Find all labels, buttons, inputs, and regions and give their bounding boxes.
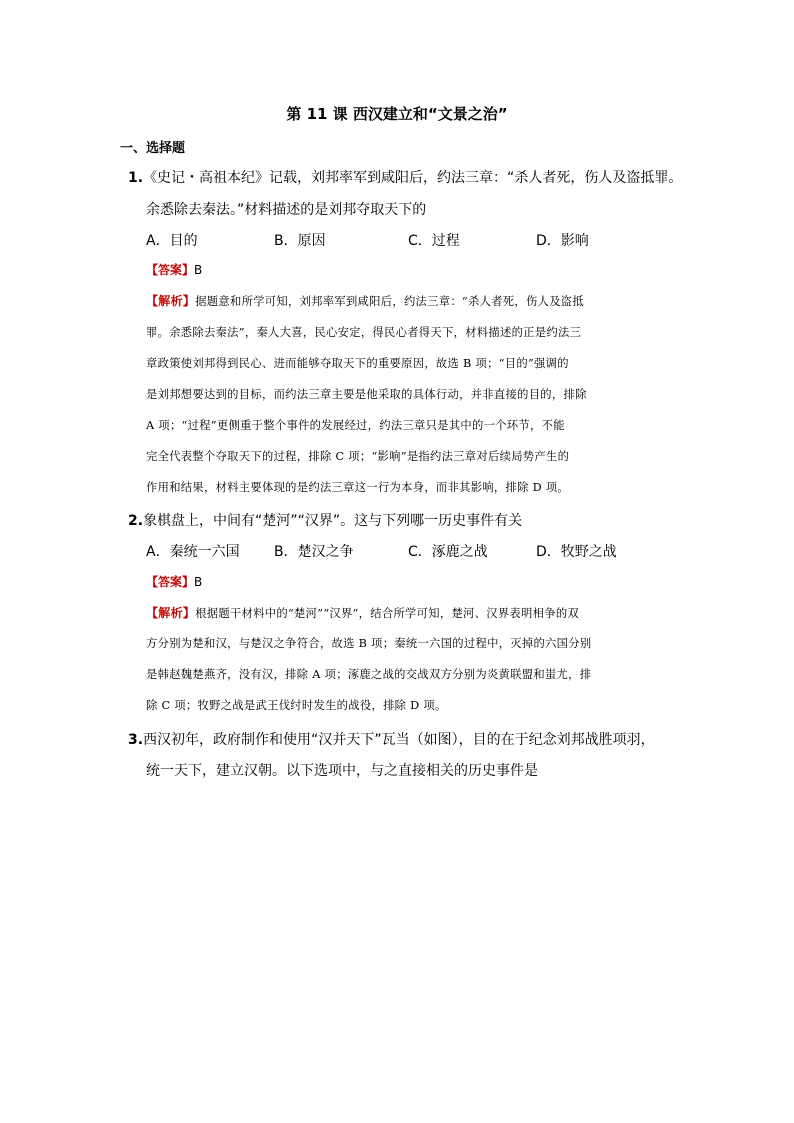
- question-1-answer: [146, 261, 202, 278]
- question-2-line-1: [128, 510, 522, 530]
- analysis-tag: 【解析】: [146, 294, 196, 308]
- question-1-line-1: [128, 167, 682, 187]
- answer-value: B: [194, 263, 203, 277]
- question-1-analysis-line-7: 作用和结果，材料主要体现的是约法三章这一行为本身，而非其影响，排除 D 项。: [146, 481, 570, 494]
- question-2-option-a: A．秦统一六国: [146, 544, 240, 560]
- question-1-analysis-line-5: A 项；“过程”更侧重于整个事件的发展经过，约法三章只是其中的一个环节，不能: [146, 419, 565, 432]
- question-1-analysis-line-3: 章政策使刘邦得到民心、进而能够夺取天下的重要原因，故选 B 项；“目的”强调的: [146, 357, 569, 370]
- section-title: 一、选择题: [120, 141, 186, 156]
- question-2-analysis-line-4: 除 C 项；牧野之战是武王伐纣时发生的战役，排除 D 项。: [146, 699, 447, 712]
- question-2-option-b: B．楚汉之争: [274, 544, 354, 560]
- question-2-number: 2.: [128, 513, 144, 529]
- question-1-option-a: A．目的: [146, 233, 198, 249]
- question-1-option-d: D．影响: [536, 233, 589, 249]
- question-2-stem: 象棋盘上，中间有“楚河”“汉界”。这与下列哪一历史事件有关: [143, 513, 523, 529]
- answer-tag: 【答案】: [146, 263, 195, 277]
- question-1-stem-2: 余悉除去秦法。”材料描述的是刘邦夺取天下的: [146, 202, 427, 218]
- lesson-title: 第 11 课 西汉建立和“文景之治”: [286, 105, 508, 123]
- answer-tag: 【答案】: [146, 575, 195, 589]
- question-1-number: 1.: [128, 170, 144, 186]
- analysis-tag: 【解析】: [146, 606, 196, 620]
- question-3-stem-1: 西汉初年，政府制作和使用“汉并天下”瓦当（如图），目的在于纪念刘邦战胜项羽，: [143, 732, 655, 748]
- question-2-answer: [146, 573, 202, 590]
- question-1-analysis-line-4: 是刘邦想要达到的目标，而约法三章主要是他采取的具体行动，并非直接的目的，排除: [146, 388, 587, 401]
- question-1-option-c: C．过程: [408, 233, 460, 249]
- question-1-stem-1: 《史记・高祖本纪》记载，刘邦率军到咸阳后，约法三章：“杀人者死，伤人及盗抵罪。: [143, 170, 683, 186]
- answer-value: B: [194, 575, 203, 589]
- question-2-option-d: D．牧野之战: [536, 544, 617, 560]
- question-1-analysis-line-1: 【解析】据题意和所学可知，刘邦率军到咸阳后，约法三章：“杀人者死，伤人及盗抵: [146, 294, 584, 308]
- question-2-option-c: C．涿鹿之战: [408, 544, 488, 560]
- question-2-analysis-line-2: 方分别为楚和汉，与楚汉之争符合，故选 B 项；秦统一六国的过程中，灭掉的六国分别: [146, 637, 592, 650]
- question-3-stem-2: 统一天下，建立汉朝。以下选项中，与之直接相关的历史事件是: [146, 763, 538, 779]
- question-2-analysis-line-3: 是韩赵魏楚燕齐，没有汉，排除 A 项；涿鹿之战的交战双方分别为炎黄联盟和蚩尤，排: [146, 668, 592, 681]
- question-3-line-1: [128, 729, 655, 749]
- question-1-analysis-line-2: 罪。余悉除去秦法”，秦人大喜，民心安定，得民心者得天下，材料描述的正是约法三: [146, 326, 582, 339]
- question-1-option-b: B．原因: [274, 233, 326, 249]
- question-1-analysis-line-6: 完全代表整个夺取天下的过程，排除 C 项；“影响”是指约法三章对后续局势产生的: [146, 450, 570, 463]
- question-2-analysis-line-1: 【解析】根据题干材料中的“楚河”“汉界”，结合所学可知，楚河、汉界表明相争的双: [146, 606, 580, 620]
- question-3-number: 3.: [128, 732, 144, 748]
